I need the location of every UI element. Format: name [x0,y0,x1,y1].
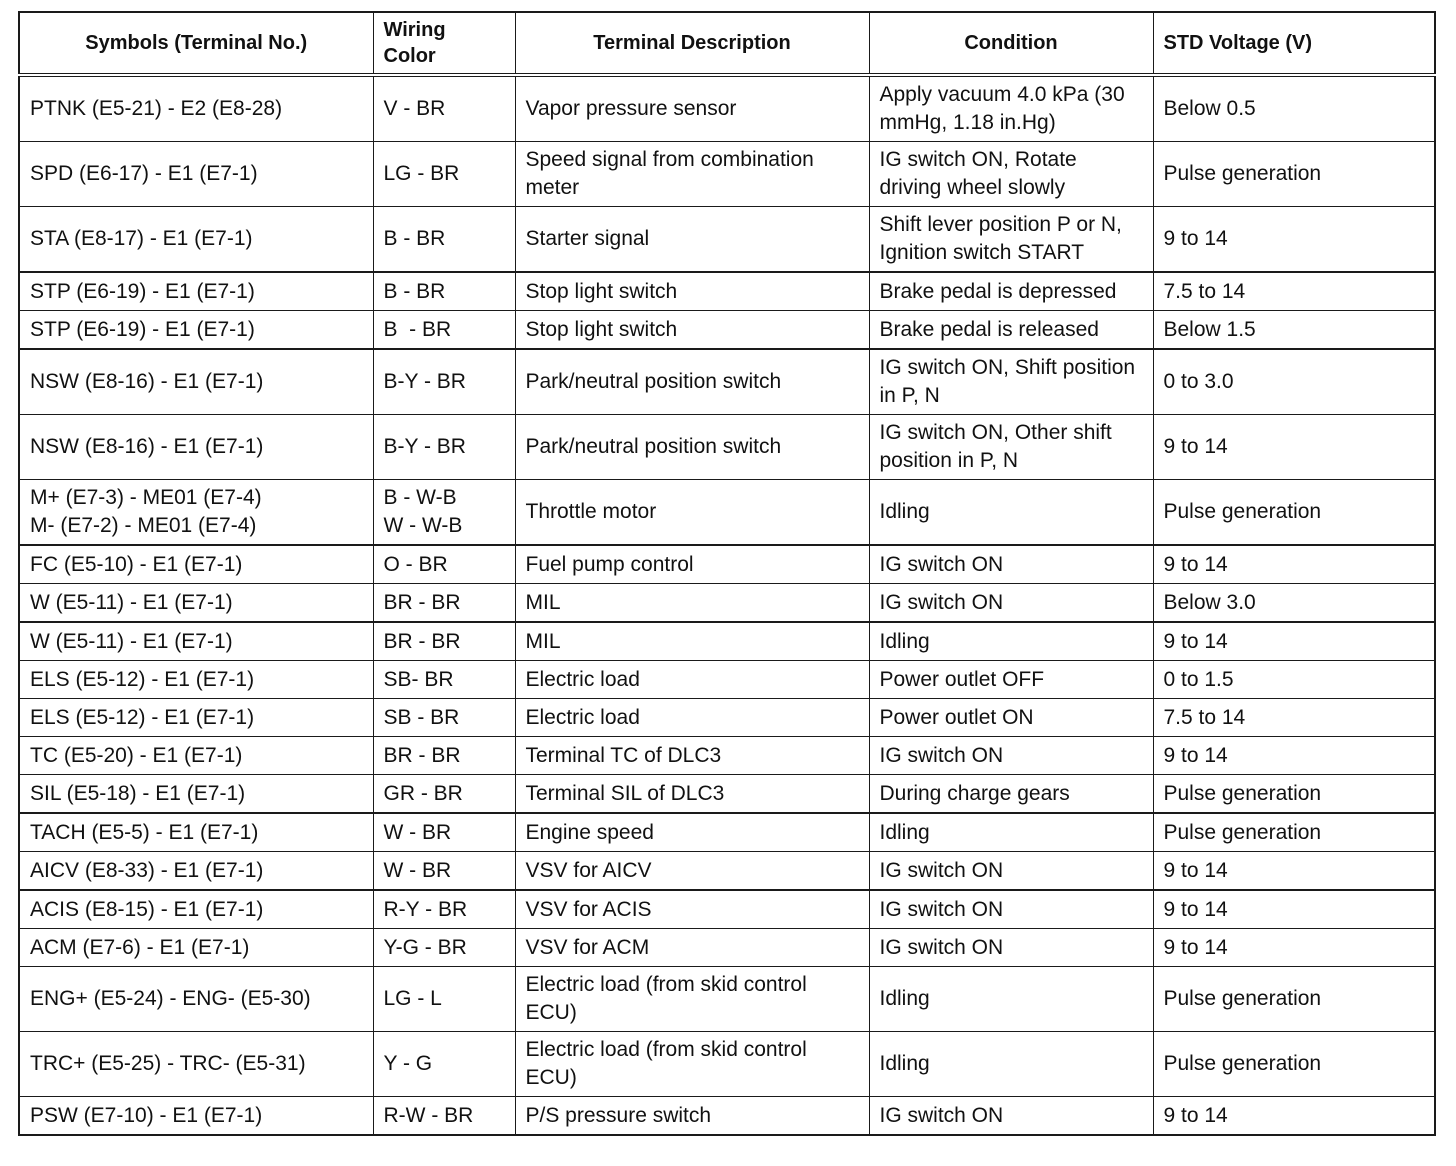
table-row [19,699,1435,737]
cell-wiring: LG - BR [373,142,515,207]
cell-symbols: PSW (E7-10) - E1 (E7-1) [19,1097,373,1136]
cell-description: Stop light switch [515,311,869,350]
table-row [19,584,1435,623]
cell-voltage: 9 to 14 [1153,622,1435,661]
cell-wiring: BR - BR [373,737,515,775]
cell-voltage: Pulse generation [1153,1032,1435,1097]
header-symbols: Symbols (Terminal No.) [19,12,373,75]
cell-symbols-line1: M+ (E7-3) - ME01 (E7-4) [30,486,262,509]
cell-description: Engine speed [515,813,869,852]
cell-symbols-line2: M- (E7-2) - ME01 (E7-4) [30,514,257,537]
cell-symbols: NSW (E8-16) - E1 (E7-1) [19,415,373,480]
cell-description: Park/neutral position switch [515,415,869,480]
table-row [19,967,1435,1032]
cell-symbols: TACH (E5-5) - E1 (E7-1) [19,813,373,852]
cell-condition: IG switch ON, Other shift position in P, N [869,415,1153,480]
cell-wiring: R-Y - BR [373,890,515,929]
header-wiring-line1: Wiring [383,19,446,41]
cell-voltage: 9 to 14 [1153,852,1435,891]
table-row [19,622,1435,661]
cell-description: Electric load (from skid control ECU) [515,1032,869,1097]
cell-condition: Idling [869,1032,1153,1097]
table-row [19,311,1435,350]
terminal-voltage-table [18,11,1436,1136]
cell-voltage: 9 to 14 [1153,1097,1435,1136]
table-row [19,207,1435,273]
cell-voltage: Below 3.0 [1153,584,1435,623]
cell-condition: Idling [869,480,1153,546]
cell-symbols: STA (E8-17) - E1 (E7-1) [19,207,373,273]
header-wiring-color [373,12,515,75]
cell-wiring: BR - BR [373,622,515,661]
table-row [19,813,1435,852]
cell-voltage: 0 to 1.5 [1153,661,1435,699]
cell-wiring: B-Y - BR [373,349,515,415]
cell-symbols: TRC+ (E5-25) - TRC- (E5-31) [19,1032,373,1097]
cell-voltage: 9 to 14 [1153,929,1435,967]
cell-wiring: B - BR [373,311,515,350]
cell-condition: Idling [869,967,1153,1032]
cell-wiring: GR - BR [373,775,515,814]
header-std-voltage: STD Voltage (V) [1153,12,1435,75]
cell-description: VSV for AICV [515,852,869,891]
cell-description: P/S pressure switch [515,1097,869,1136]
cell-description: MIL [515,584,869,623]
cell-wiring: B - BR [373,207,515,273]
cell-voltage: 7.5 to 14 [1153,699,1435,737]
cell-description: Speed signal from combination meter [515,142,869,207]
cell-description: Terminal SIL of DLC3 [515,775,869,814]
cell-condition: IG switch ON, Rotate driving wheel slowly [869,142,1153,207]
cell-condition: IG switch ON [869,929,1153,967]
table-row [19,775,1435,814]
cell-condition: Brake pedal is released [869,311,1153,350]
cell-voltage: Below 1.5 [1153,311,1435,350]
cell-condition: Idling [869,622,1153,661]
cell-condition: Power outlet OFF [869,661,1153,699]
cell-condition: During charge gears [869,775,1153,814]
cell-symbols: W (E5-11) - E1 (E7-1) [19,584,373,623]
cell-voltage: 7.5 to 14 [1153,272,1435,311]
cell-symbols: ACM (E7-6) - E1 (E7-1) [19,929,373,967]
cell-description: Electric load [515,661,869,699]
cell-voltage: Pulse generation [1153,142,1435,207]
cell-symbols: SIL (E5-18) - E1 (E7-1) [19,775,373,814]
cell-wiring: LG - L [373,967,515,1032]
cell-voltage: 9 to 14 [1153,545,1435,584]
cell-condition: Idling [869,813,1153,852]
cell-symbols: SPD (E6-17) - E1 (E7-1) [19,142,373,207]
cell-description: Starter signal [515,207,869,273]
cell-description: Fuel pump control [515,545,869,584]
cell-symbols: ELS (E5-12) - E1 (E7-1) [19,661,373,699]
table-row [19,75,1435,142]
cell-description: Vapor pressure sensor [515,75,869,142]
cell-condition: IG switch ON [869,737,1153,775]
header-condition: Condition [869,12,1153,75]
cell-wiring: BR - BR [373,584,515,623]
cell-symbols: AICV (E8-33) - E1 (E7-1) [19,852,373,891]
cell-condition: Brake pedal is depressed [869,272,1153,311]
cell-condition: IG switch ON [869,545,1153,584]
cell-wiring [373,480,515,546]
cell-description: Park/neutral position switch [515,349,869,415]
header-terminal-description: Terminal Description [515,12,869,75]
cell-symbols: ELS (E5-12) - E1 (E7-1) [19,699,373,737]
cell-voltage: 9 to 14 [1153,207,1435,273]
table-row [19,349,1435,415]
table-row [19,852,1435,891]
cell-wiring: W - BR [373,852,515,891]
table-row [19,661,1435,699]
cell-wiring: W - BR [373,813,515,852]
cell-description: Terminal TC of DLC3 [515,737,869,775]
cell-condition: IG switch ON, Shift position in P, N [869,349,1153,415]
table-row [19,890,1435,929]
cell-description: MIL [515,622,869,661]
table-row [19,415,1435,480]
table-row [19,142,1435,207]
cell-description: Stop light switch [515,272,869,311]
cell-wiring: SB - BR [373,699,515,737]
cell-wiring: B-Y - BR [373,415,515,480]
cell-voltage: Pulse generation [1153,775,1435,814]
cell-wiring: O - BR [373,545,515,584]
cell-voltage: 9 to 14 [1153,890,1435,929]
cell-symbols: STP (E6-19) - E1 (E7-1) [19,311,373,350]
cell-symbols: PTNK (E5-21) - E2 (E8-28) [19,75,373,142]
cell-description: Electric load (from skid control ECU) [515,967,869,1032]
cell-condition: Power outlet ON [869,699,1153,737]
cell-wiring: Y - G [373,1032,515,1097]
cell-condition: Shift lever position P or N, Ignition switch START [869,207,1153,273]
table-row [19,1032,1435,1097]
cell-condition: IG switch ON [869,852,1153,891]
cell-voltage: Pulse generation [1153,967,1435,1032]
cell-condition: IG switch ON [869,1097,1153,1136]
cell-description: Electric load [515,699,869,737]
cell-symbols [19,480,373,546]
cell-symbols: TC (E5-20) - E1 (E7-1) [19,737,373,775]
cell-voltage: 9 to 14 [1153,415,1435,480]
cell-voltage: Pulse generation [1153,480,1435,546]
table-row [19,545,1435,584]
cell-voltage: 9 to 14 [1153,737,1435,775]
table-row [19,272,1435,311]
cell-voltage: 0 to 3.0 [1153,349,1435,415]
table-row [19,1097,1435,1136]
cell-symbols: ENG+ (E5-24) - ENG- (E5-30) [19,967,373,1032]
cell-description: VSV for ACM [515,929,869,967]
cell-voltage: Below 0.5 [1153,75,1435,142]
terminal-voltage-table-sheet [18,11,1434,1136]
table-row [19,737,1435,775]
cell-description: Throttle motor [515,480,869,546]
cell-wiring: B - BR [373,272,515,311]
cell-symbols: FC (E5-10) - E1 (E7-1) [19,545,373,584]
cell-description: VSV for ACIS [515,890,869,929]
cell-wiring-line1: B - W-B [383,486,457,509]
cell-wiring-line2: W - W-B [383,514,463,537]
cell-condition: IG switch ON [869,584,1153,623]
table-row [19,480,1435,546]
cell-symbols: W (E5-11) - E1 (E7-1) [19,622,373,661]
cell-symbols: STP (E6-19) - E1 (E7-1) [19,272,373,311]
cell-condition: Apply vacuum 4.0 kPa (30 mmHg, 1.18 in.Hg) [869,75,1153,142]
cell-wiring: Y-G - BR [373,929,515,967]
cell-voltage: Pulse generation [1153,813,1435,852]
cell-symbols: ACIS (E8-15) - E1 (E7-1) [19,890,373,929]
header-row [19,12,1435,75]
table-row [19,929,1435,967]
cell-wiring: SB- BR [373,661,515,699]
cell-symbols: NSW (E8-16) - E1 (E7-1) [19,349,373,415]
cell-wiring: V - BR [373,75,515,142]
header-wiring-line2: Color [383,45,436,67]
cell-wiring: R-W - BR [373,1097,515,1136]
cell-condition: IG switch ON [869,890,1153,929]
